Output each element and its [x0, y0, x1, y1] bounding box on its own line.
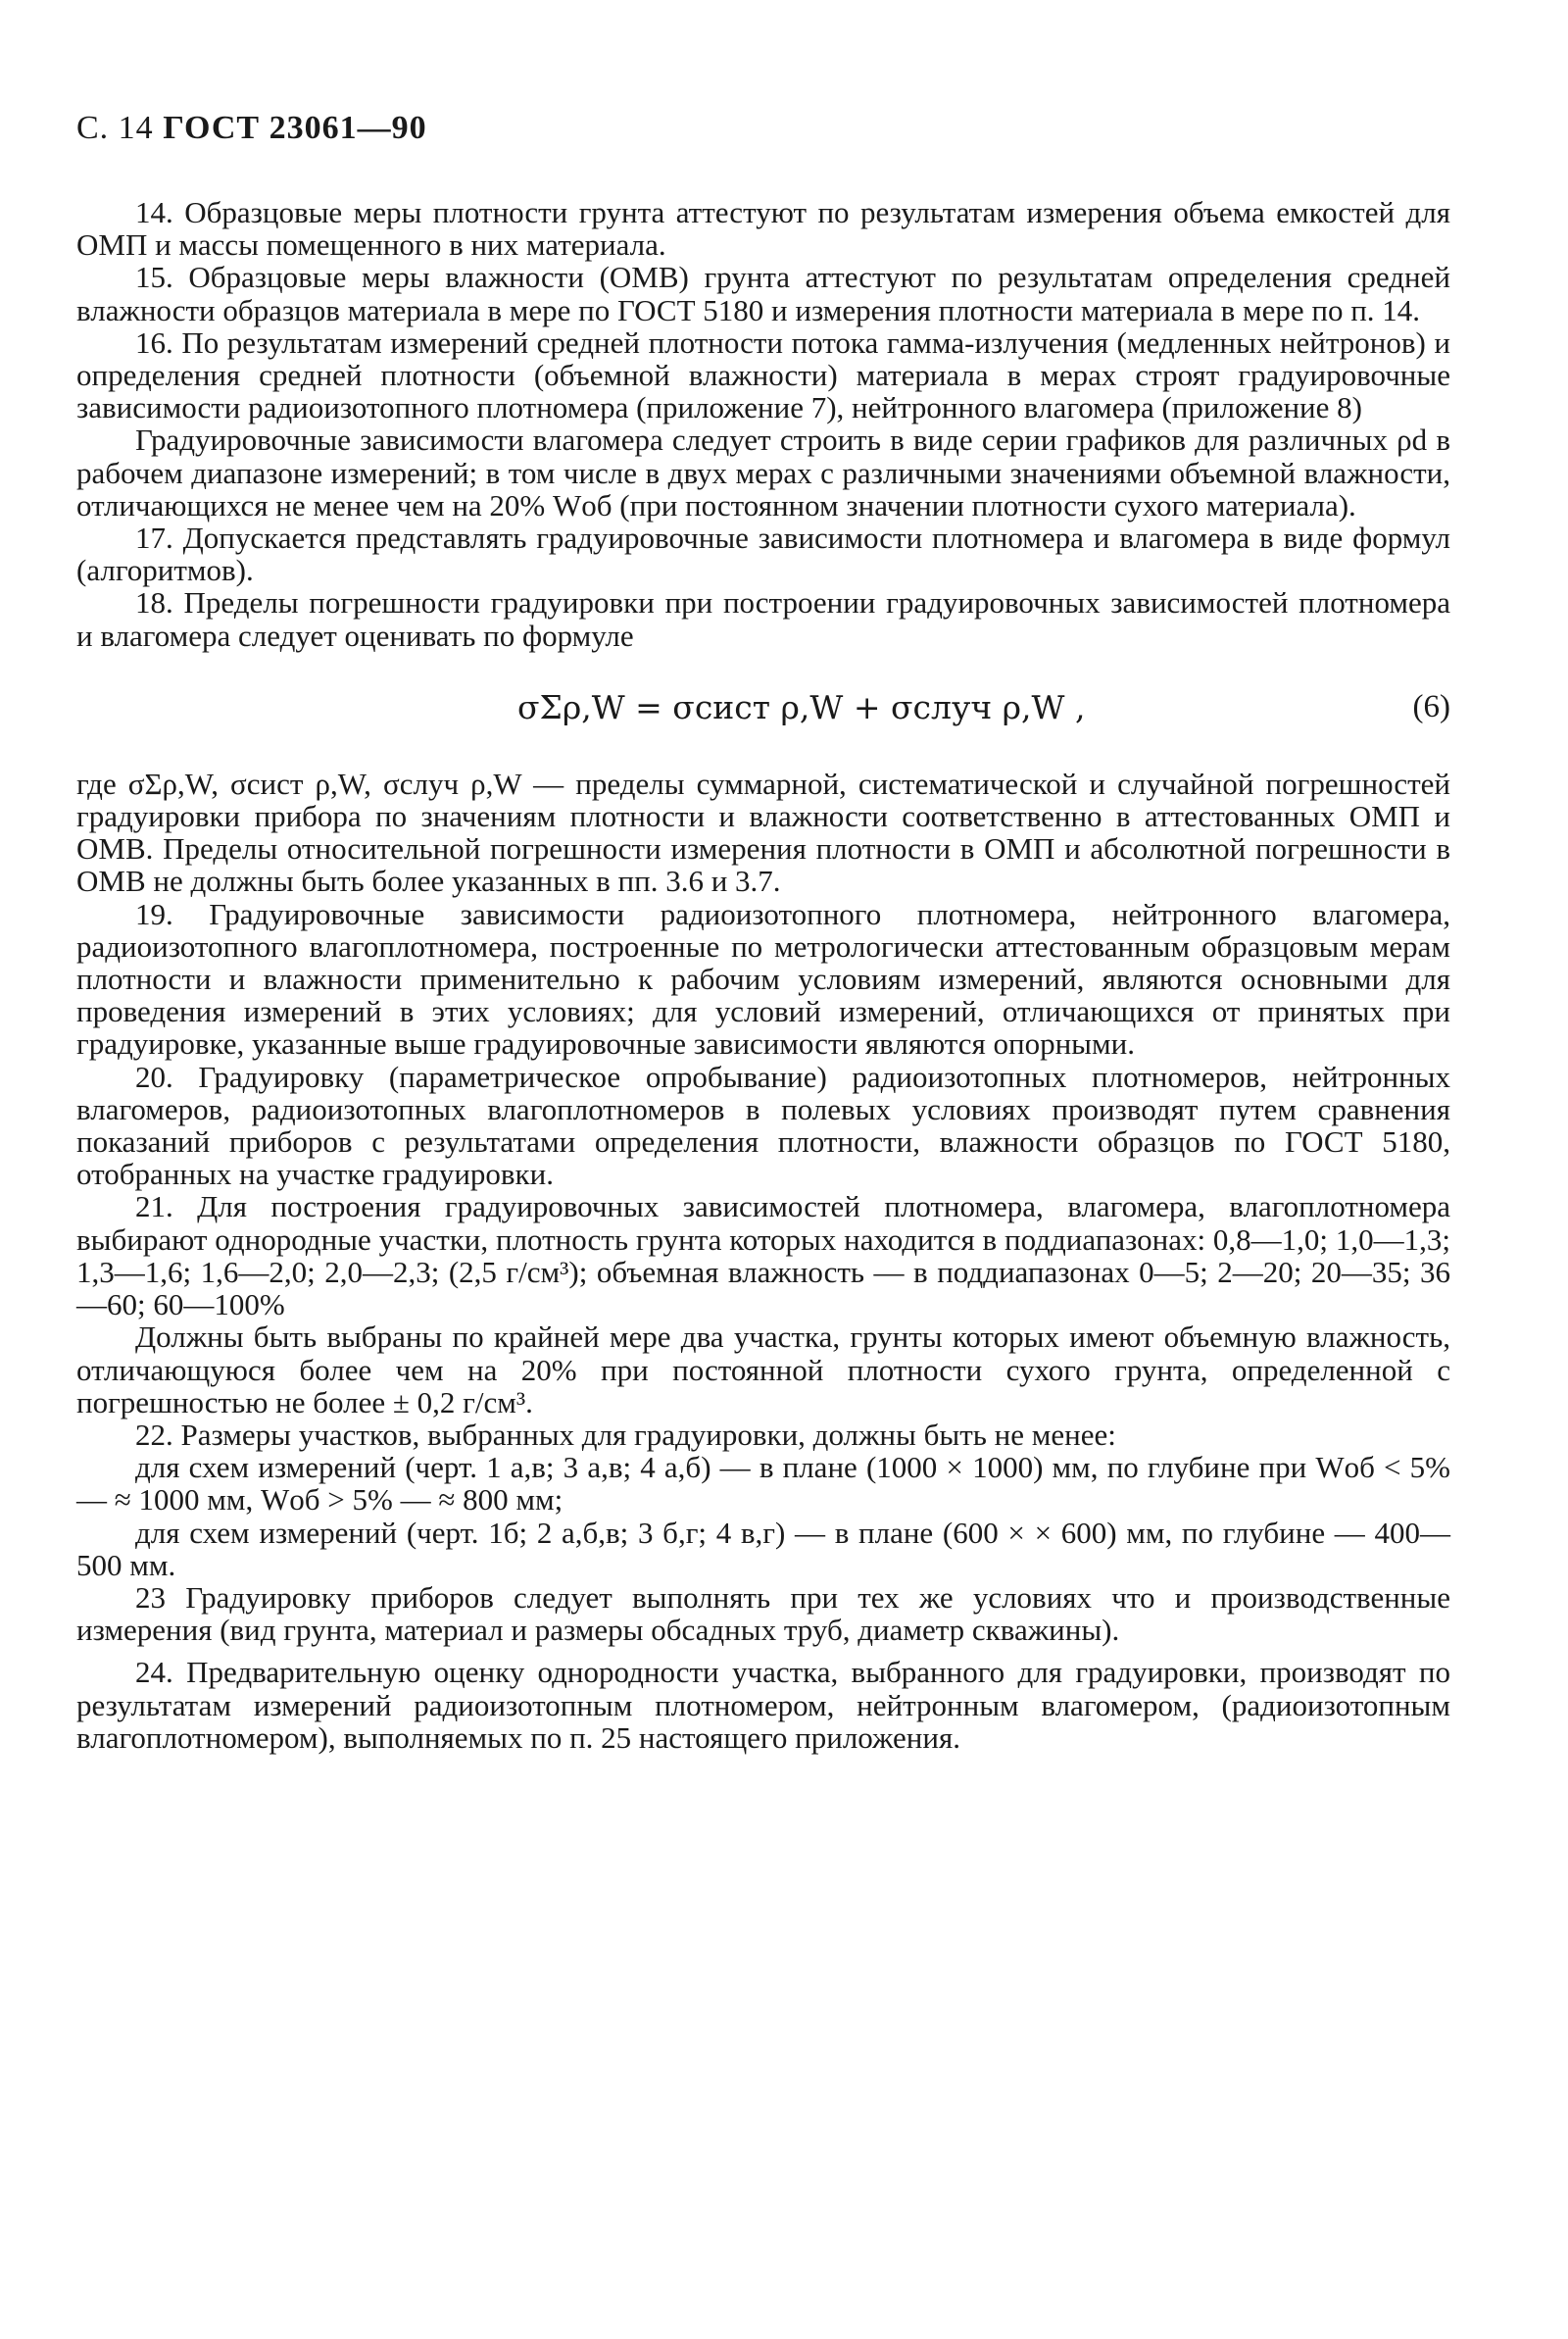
- paragraph-24: 24. Предварительную оценку однородности участка, выбранного для градуировки, производят по результатам измерений радиоизотопным плотномером, нейтронным влагомером, (радиоизотопным влагоплотномером), выполняемых по п. 25 настоящего приложения.: [76, 1655, 1450, 1755]
- paragraph-22-item-b: для схем измерений (черт. 1б; 2 а,б,в; 3 б,г; 4 в,г) — в плане (600 × × 600) мм, по глубине — 400—500 мм.: [76, 1515, 1450, 1582]
- paragraph-17: 17. Допускается представлять градуировочные зависимости плотномера и влагомера в виде формул (алгоритмов).: [76, 521, 1450, 588]
- page-number: С. 14: [76, 110, 154, 146]
- document-body: [76, 196, 1450, 1754]
- paragraph-16-note: Градуировочные зависимости влагомера следует строить в виде серии графиков для различных ρd в рабочем диапазоне измерений; в том числе в двух мерах с различными значениями объемной влажности, отличающихся не менее чем на 20% Wоб (при постоянном значении плотности сухого материала).: [76, 423, 1450, 523]
- paragraph-19: 19. Градуировочные зависимости радиоизотопного плотномера, нейтронного влагомера, радиоизотопного влагоплотномера, построенные по метрологически аттестованным образцовым мерам плотности и влажности применительно к рабочим условиям измерений, являются основными для проведения измерений в этих условиях; для условий измерений, отличающихся от принятых при градуировке, указанные выше градуировочные зависимости являются опорными.: [76, 896, 1450, 1062]
- standard-number: ГОСТ 23061—90: [163, 110, 427, 146]
- paragraph-18-legend: где σΣρ,W, σсист ρ,W, σслуч ρ,W — пределы суммарной, систематической и случайной погрешностей градуировки прибора по значениям плотности и влажности соответственно в аттестованных ОМП и ОМВ. Пределы относительной погрешности измерения плотности в ОМП и абсолютной погрешности в ОМВ не должны быть более указанных в пп. 3.6 и 3.7.: [76, 766, 1450, 899]
- paragraph-22-item-a: для схем измерений (черт. 1 а,в; 3 а,в; 4 а,б) — в плане (1000 × 1000) мм, по глубине при Wоб < 5% — ≈ 1000 мм, Wоб > 5% — ≈ 800 мм;: [76, 1450, 1450, 1518]
- paragraph-15: 15. Образцовые меры влажности (ОМВ) грунта аттестуют по результатам определения средней влажности образцов материала в мере по ГОСТ 5180 и измерения плотности материала в мере по п. 14.: [76, 260, 1450, 327]
- paragraph-22: 22. Размеры участков, выбранных для градуировки, должны быть не менее:: [135, 1417, 1116, 1452]
- paragraph-21-note: Должны быть выбраны по крайней мере два участка, грунты которых имеют объемную влажность, отличающуюся более чем на 20% при постоянной плотности сухого грунта, определенной с погрешностью не более ± 0,2 г/см³.: [76, 1319, 1450, 1419]
- paragraph-23: 23 Градуировку приборов следует выполнять при тех же условиях что и производственные измерения (вид грунта, материал и размеры обсадных труб, диаметр скважины).: [76, 1579, 1450, 1648]
- formula-number: (6): [1412, 688, 1450, 724]
- paragraph-20: 20. Градуировку (параметрическое опробывание) радиоизотопных плотномеров, нейтронных влагомеров, радиоизотопных влагоплотномеров в полевых условиях производят путем сравнения показаний приборов с результатами определения плотности, влажности образцов по ГОСТ 5180, отобранных на участке градуировки.: [76, 1059, 1450, 1192]
- paragraph-14: 14. Образцовые меры плотности грунта аттестуют по результатам измерения объема емкостей для ОМП и массы помещенного в них материала.: [76, 195, 1450, 263]
- formula-6: σΣρ,W = σсист ρ,W + σслуч ρ,W ,: [517, 687, 1086, 726]
- page-header: [76, 110, 427, 147]
- paragraph-18: 18. Пределы погрешности градуировки при построении градуировочных зависимостей плотномера и влагомера следует оценивать по формуле: [76, 585, 1450, 653]
- formula-row: [76, 652, 1450, 768]
- paragraph-16: 16. По результатам измерений средней плотности потока гамма-излучения (медленных нейтронов) и определения средней плотности (объемной влажности) материала в мерах строят градуировочные зависимости радиоизотопного плотномера (приложение 7), нейтронного влагомера (приложение 8): [76, 324, 1450, 425]
- paragraph-21: 21. Для построения градуировочных зависимостей плотномера, влагомера, влагоплотномера выбирают однородные участки, плотность грунта которых находится в поддиапазонах: 0,8—1,0; 1,0—1,3; 1,3—1,6; 1,6—2,0; 2,0—2,3; (2,5 г/см³); объемная влажность — в поддиапазонах 0—5; 2—20; 20—35; 36—60; 60—100%: [76, 1189, 1450, 1322]
